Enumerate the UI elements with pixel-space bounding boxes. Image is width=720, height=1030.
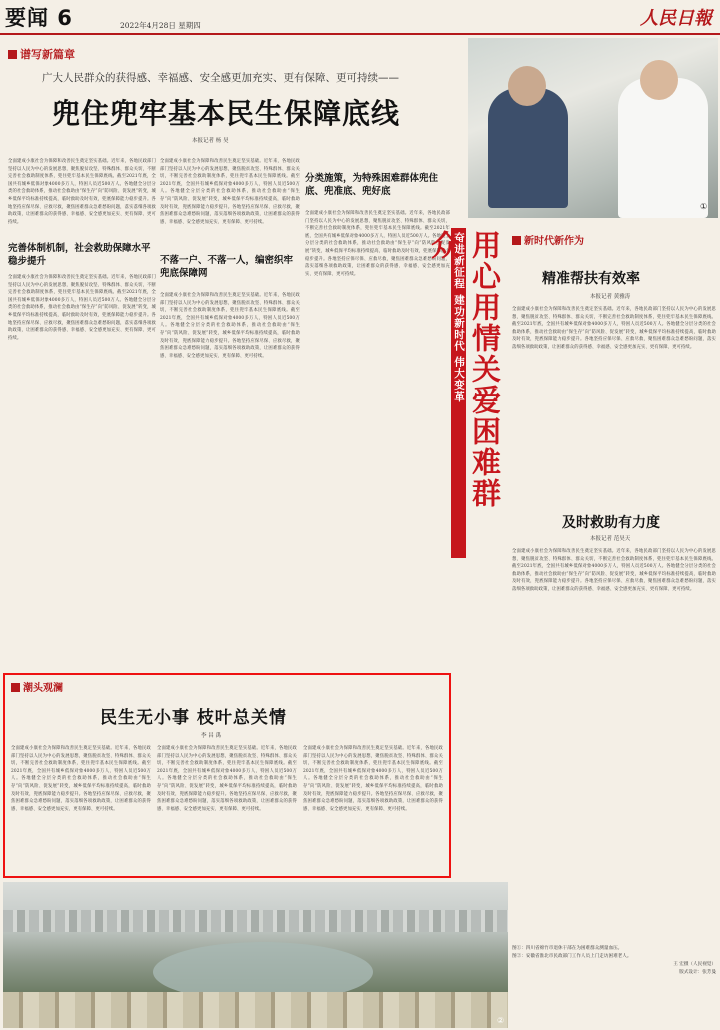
kicker-square-icon [8, 50, 17, 59]
bottom-photo [3, 882, 508, 1028]
body-text-col2b: 全面建成小康社会为保障和改善民生奠定坚实基础。近年来，各地民政部门坚持以人民为中心的发展思想，聚焦脱贫攻坚、特殊群体、群众关切，不断完善社会救助制度体系，兜住兜牢基本民生保障底线。截至2021年底，全国共有城乡低保对象4000多万人，特困人员近500万人。各地健全分层分类的社会救助体系，推动社会救助由“保生存”向“防风险、促发展”转变，城乡低保平均标准持续提高，临时救助及时有效，兜底保障能力稳步提升。各地坚持应保尽保、应救尽救，聚焦困难群众急难愁盼问题，落实落细各项救助政策，让困难群众的获得感、幸福感、安全感更加充实、更有保障、更可持续。 [160, 293, 300, 359]
kicker-square-icon [11, 683, 20, 692]
lead-kicker: 谱写新篇章 [8, 46, 75, 62]
commentary-box [3, 673, 451, 878]
photo-houses [3, 992, 508, 1028]
header-rule [0, 33, 720, 35]
body-text-col2a: 全面建成小康社会为保障和改善民生奠定坚实基础。近年来，各地民政部门坚持以人民为中心的发展思想，聚焦脱贫攻坚、特殊群体、群众关切，不断完善社会救助制度体系，兜住兜牢基本民生保障底线。截至2021年底，全国共有城乡低保对象4000多万人，特困人员近500万人。各地健全分层分类的社会救助体系，推动社会救助由“保生存”向“防风险、促发展”转变，城乡低保平均标准持续提高，临时救助及时有效，兜底保障能力稳步提升。各地坚持应保尽保、应救尽救，聚焦困难群众急难愁盼问题，落实落细各项救助政策，让困难群众的获得感、幸福感、安全感更加充实、更有保障、更可持续。 [160, 159, 300, 225]
bottom-byline: 李 昌 禹 [201, 733, 221, 739]
right-body-2: 全面建成小康社会为保障和改善民生奠定坚实基础。近年来，各地民政部门坚持以人民为中心的发展思想，聚焦脱贫攻坚、特殊群体、群众关切，不断完善社会救助制度体系，兜住兜牢基本民生保障底线。截至2021年底，全国共有城乡低保对象4000多万人，特困人员近500万人。各地健全分层分类的社会救助体系，推动社会救助由“保生存”向“防风险、促发展”转变，城乡低保平均标准持续提高，临时救助及时有效，兜底保障能力稳步提升。各地坚持应保尽保、应救尽救，聚焦困难群众急难愁盼问题，落实落细各项救助政策，让困难群众的获得感、幸福感、安全感更加充实、更有保障、更可持续。 [512, 549, 716, 592]
vertical-red-banner: 奋进新征程 建功新时代 伟大变革 [451, 228, 466, 558]
lead-byline: 本报记者 杨 昊 [192, 138, 229, 144]
lead-photo [468, 38, 718, 218]
right-body-1: 全面建成小康社会为保障和改善民生奠定坚实基础。近年来，各地民政部门坚持以人民为中心的发展思想，聚焦脱贫攻坚、特殊群体、群众关切，不断完善社会救助制度体系，兜住兜牢基本民生保障底线。截至2021年底，全国共有城乡低保对象4000多万人，特困人员近500万人。各地健全分层分类的社会救助体系，推动社会救助由“保生存”向“防风险、促发展”转变，城乡低保平均标准持续提高，临时救助及时有效，兜底保障能力稳步提升。各地坚持应保尽保、应救尽救，聚焦困难群众急难愁盼问题，落实落细各项救助政策，让困难群众的获得感、幸福感、安全感更加充实、更有保障、更可持续。 [512, 307, 716, 350]
newspaper-logo: 人民日報 [640, 8, 712, 29]
right-title-1: 精准帮扶有效率 [542, 271, 640, 287]
bottom-body-3: 全面建成小康社会为保障和改善民生奠定坚实基础。近年来，各地民政部门坚持以人民为中心的发展思想，聚焦脱贫攻坚、特殊群体、群众关切，不断完善社会救助制度体系，兜住兜牢基本民生保障底线。截至2021年底，全国共有城乡低保对象4000多万人，特困人员近500万人。各地健全分层分类的社会救助体系，推动社会救助由“保生存”向“防风险、促发展”转变，城乡低保平均标准持续提高，临时救助及时有效，兜底保障能力稳步提升。各地坚持应保尽保、应救尽救，聚焦困难群众急难愁盼问题，落实落细各项救助政策，让困难群众的获得感、幸福感、安全感更加充实、更有保障、更可持续。 [303, 746, 443, 812]
bottom-body-1: 全面建成小康社会为保障和改善民生奠定坚实基础。近年来，各地民政部门坚持以人民为中心的发展思想，聚焦脱贫攻坚、特殊群体、群众关切，不断完善社会救助制度体系，兜住兜牢基本民生保障底线。截至2021年底，全国共有城乡低保对象4000多万人，特困人员近500万人。各地健全分层分类的社会救助体系，推动社会救助由“保生存”向“防风险、促发展”转变，城乡低保平均标准持续提高，临时救助及时有效，兜底保障能力稳步提升。各地坚持应保尽保、应救尽救，聚焦困难群众急难愁盼问题，落实落细各项救助政策，让困难群众的获得感、幸福感、安全感更加充实、更有保障、更可持续。 [11, 746, 151, 812]
vertical-big-title: 用心用情关爱困难群众 [427, 230, 502, 509]
right-byline-2: 本报记者 范昊天 [590, 536, 631, 542]
photo-number: ① [700, 202, 708, 211]
photo-skyline [3, 910, 508, 932]
photo-number: ② [497, 1016, 505, 1025]
photo-captions: 图①：四川省绵竹市退休干部在为困难群众测量血压。 图②：安徽省淮北市民政部门工作人员上门走访困难老人。 王 宏摄（人民视觉） 版式设计：张芳曼 [512, 946, 716, 975]
page-header [0, 0, 720, 34]
bottom-title: 民生无小事 枝叶总关情 [100, 708, 287, 728]
section-label: 要闻 6 [5, 6, 73, 30]
right-byline-1: 本报记者 黄雅涛 [590, 294, 631, 300]
photo-figure-head [640, 60, 678, 100]
body-text-col1a: 全面建成小康社会为保障和改善民生奠定坚实基础。近年来，各地民政部门坚持以人民为中心的发展思想，聚焦脱贫攻坚、特殊群体、群众关切，不断完善社会救助制度体系，兜住兜牢基本民生保障底线。截至2021年底，全国共有城乡低保对象4000多万人，特困人员近500万人。各地健全分层分类的社会救助体系，推动社会救助由“保生存”向“防风险、促发展”转变，城乡低保平均标准持续提高，临时救助及时有效，兜底保障能力稳步提升。各地坚持应保尽保、应救尽救，聚焦困难群众急难愁盼问题，落实落细各项救助政策，让困难群众的获得感、幸福感、安全感更加充实、更有保障、更可持续。 [8, 159, 156, 225]
bottom-kicker: 潮头观澜 [11, 679, 63, 694]
section-heading-mid: 不落一户、不落一人，编密织牢兜底保障网 [160, 255, 294, 279]
section-heading-right: 分类施策，为特殊困难群体兜住底、兜准底、兜好底 [305, 173, 439, 197]
kicker-square-icon [512, 236, 521, 245]
lead-title: 兜住兜牢基本民生保障底线 [52, 97, 401, 130]
body-text-col1b: 全面建成小康社会为保障和改善民生奠定坚实基础。近年来，各地民政部门坚持以人民为中心的发展思想，聚焦脱贫攻坚、特殊群体、群众关切，不断完善社会救助制度体系，兜住兜牢基本民生保障底线。截至2021年底，全国共有城乡低保对象4000多万人，特困人员近500万人。各地健全分层分类的社会救助体系，推动社会救助由“保生存”向“防风险、促发展”转变，城乡低保平均标准持续提高，临时救助及时有效，兜底保障能力稳步提升。各地坚持应保尽保、应救尽救，聚焦困难群众急难愁盼问题，落实落细各项救助政策，让困难群众的获得感、幸福感、安全感更加充实、更有保障、更可持续。 [8, 275, 156, 341]
issue-date: 2022年4月28日 星期四 [120, 21, 201, 30]
right-kicker: 新时代新作为 [512, 232, 584, 247]
section-heading-left: 完善体制机制，社会救助保障水平稳步提升 [8, 243, 151, 267]
photo-figure-head [508, 66, 546, 106]
bottom-body-2: 全面建成小康社会为保障和改善民生奠定坚实基础。近年来，各地民政部门坚持以人民为中心的发展思想，聚焦脱贫攻坚、特殊群体、群众关切，不断完善社会救助制度体系，兜住兜牢基本民生保障底线。截至2021年底，全国共有城乡低保对象4000多万人，特困人员近500万人。各地健全分层分类的社会救助体系，推动社会救助由“保生存”向“防风险、促发展”转变，城乡低保平均标准持续提高，临时救助及时有效，兜底保障能力稳步提升。各地坚持应保尽保、应救尽救，聚焦困难群众急难愁盼问题，落实落细各项救助政策，让困难群众的获得感、幸福感、安全感更加充实、更有保障、更可持续。 [157, 746, 297, 812]
body-text-col3: 全面建成小康社会为保障和改善民生奠定坚实基础。近年来，各地民政部门坚持以人民为中心的发展思想，聚焦脱贫攻坚、特殊群体、群众关切，不断完善社会救助制度体系，兜住兜牢基本民生保障底线。截至2021年底，全国共有城乡低保对象4000多万人，特困人员近500万人。各地健全分层分类的社会救助体系，推动社会救助由“保生存”向“防风险、促发展”转变，城乡低保平均标准持续提高，临时救助及时有效，兜底保障能力稳步提升。各地坚持应保尽保、应救尽救，聚焦困难群众急难愁盼问题，落实落细各项救助政策，让困难群众的获得感、幸福感、安全感更加充实、更有保障、更可持续。 [305, 211, 450, 277]
right-title-2: 及时救助有力度 [562, 515, 660, 531]
lead-subtitle: 广大人民群众的获得感、幸福感、安全感更加充实、更有保障、更可持续—— [42, 72, 399, 84]
photo-figure-patient [488, 88, 568, 208]
